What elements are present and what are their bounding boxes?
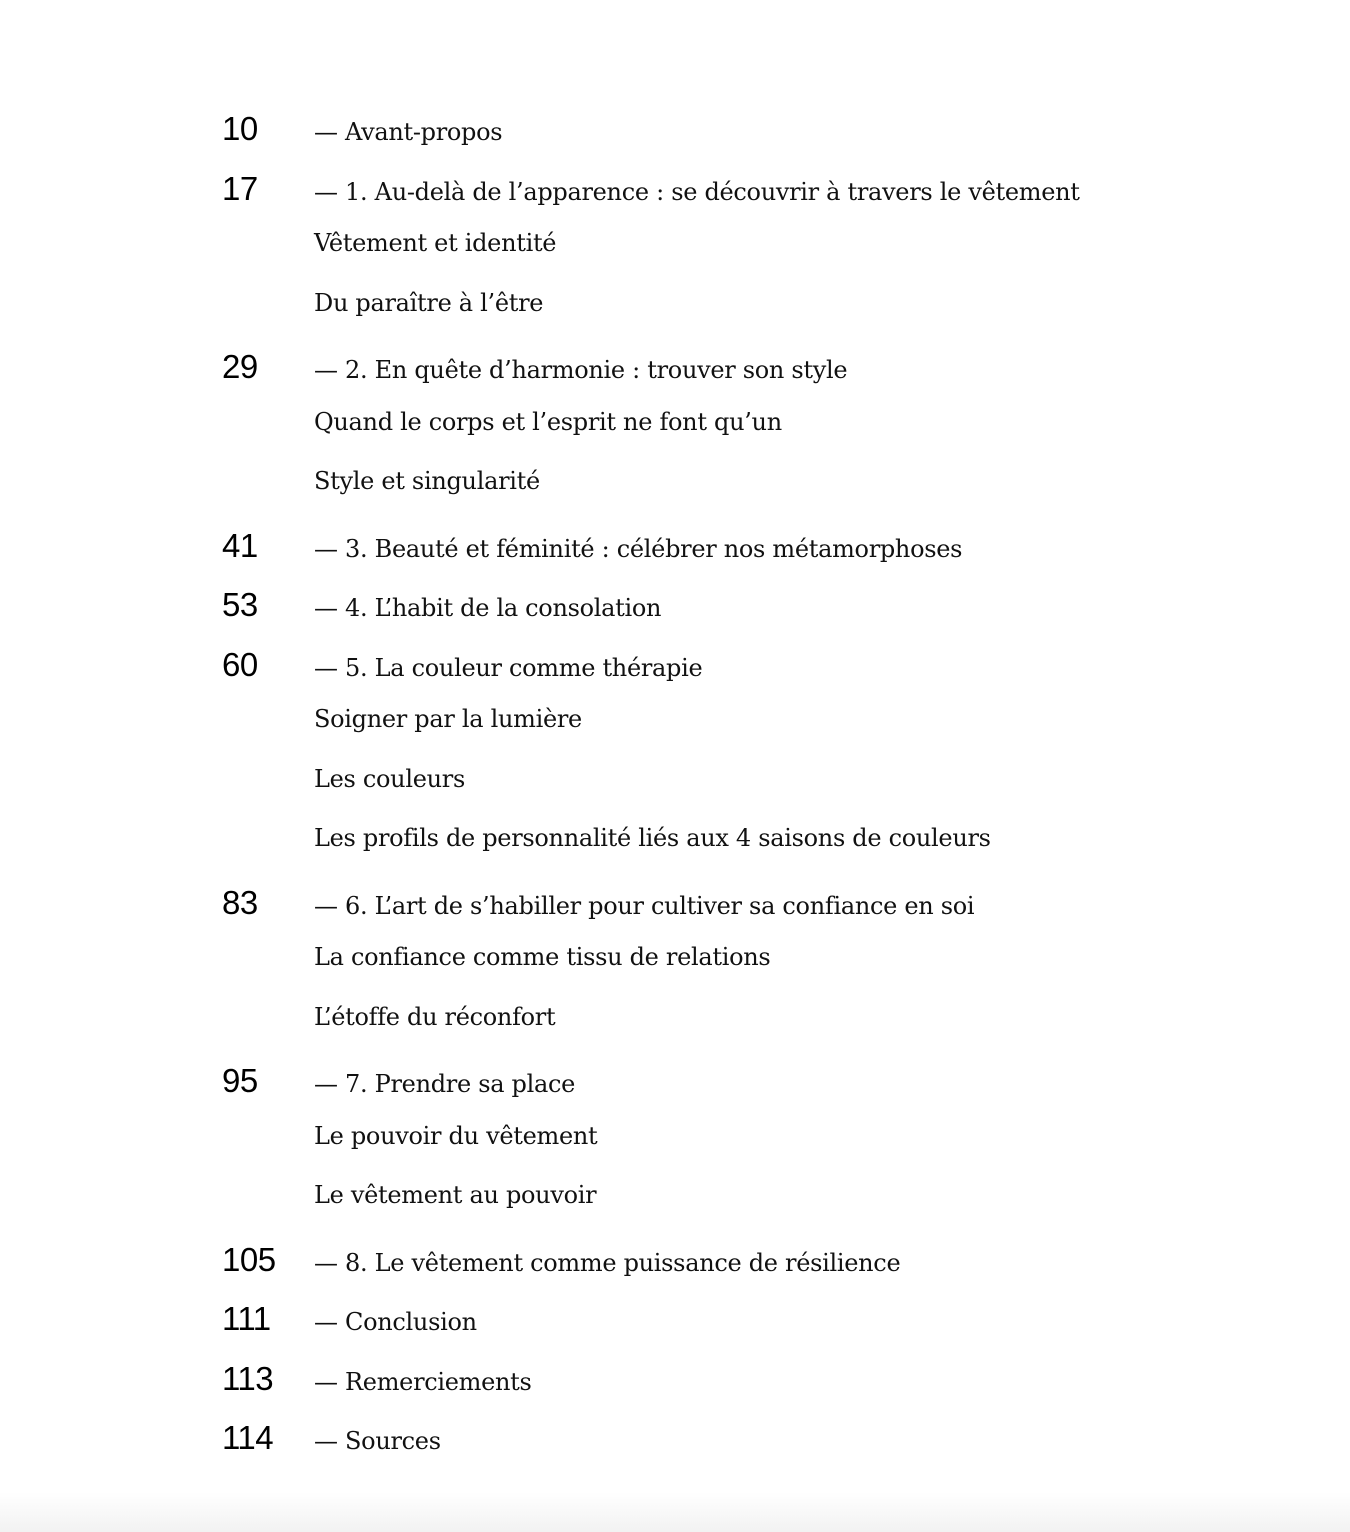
toc-subentry bbox=[222, 1122, 1222, 1182]
toc-subentry bbox=[222, 229, 1222, 289]
toc-subentry bbox=[222, 765, 1222, 825]
entry-title: — 6. L’art de s’habiller pour cultiver sa confiance en soi bbox=[314, 891, 975, 920]
entry-title: — 1. Au-delà de l’apparence : se découvrir à travers le vêtement bbox=[314, 177, 1080, 206]
entry-title: — 4. L’habit de la consolation bbox=[314, 594, 662, 622]
toc-entry bbox=[222, 586, 1222, 646]
toc-entry bbox=[222, 1360, 1222, 1420]
toc-entry bbox=[222, 110, 1222, 170]
toc-entry bbox=[222, 646, 1222, 706]
entry-title: — 7. Prendre sa place bbox=[314, 1070, 576, 1098]
page-number: 83 bbox=[222, 883, 258, 921]
entry-title: Quand le corps et l’esprit ne font qu’un bbox=[314, 407, 782, 436]
entry-title: Le vêtement au pouvoir bbox=[314, 1181, 597, 1209]
toc-entry bbox=[222, 1419, 1222, 1479]
toc-subentry bbox=[222, 408, 1222, 468]
page-bottom-shadow bbox=[0, 1492, 1350, 1532]
toc-subentry bbox=[222, 1003, 1222, 1063]
toc-entry bbox=[222, 1241, 1222, 1301]
toc-entry bbox=[222, 884, 1222, 944]
page-number: 60 bbox=[222, 645, 258, 683]
page-number: 111 bbox=[222, 1300, 271, 1337]
table-of-contents bbox=[222, 110, 1222, 1479]
toc-entry bbox=[222, 1300, 1222, 1360]
entry-title: Style et singularité bbox=[314, 467, 540, 495]
entry-title: — Remerciements bbox=[314, 1367, 532, 1396]
page-number: 95 bbox=[222, 1062, 258, 1099]
toc-entry bbox=[222, 170, 1222, 230]
page-number: 29 bbox=[222, 348, 258, 385]
entry-title: Le pouvoir du vêtement bbox=[314, 1121, 598, 1150]
entry-title: — Conclusion bbox=[314, 1308, 477, 1336]
page-number: 113 bbox=[222, 1359, 274, 1397]
toc-entry bbox=[222, 1062, 1222, 1122]
toc-subentry bbox=[222, 289, 1222, 349]
page-number: 105 bbox=[222, 1240, 276, 1278]
page-number: 53 bbox=[222, 586, 258, 623]
entry-title: Vêtement et identité bbox=[314, 229, 557, 257]
entry-title: — 8. Le vêtement comme puissance de résilience bbox=[314, 1248, 901, 1277]
entry-title: — 5. La couleur comme thérapie bbox=[314, 653, 703, 682]
entry-title: Les couleurs bbox=[314, 764, 465, 793]
entry-title: Les profils de personnalité liés aux 4 saisons de couleurs bbox=[314, 824, 991, 852]
toc-subentry bbox=[222, 467, 1222, 527]
entry-title: Soigner par la lumière bbox=[314, 705, 582, 733]
entry-title: — 3. Beauté et féminité : célébrer nos métamorphoses bbox=[314, 534, 963, 563]
page-number: 17 bbox=[222, 169, 258, 207]
entry-title: — Sources bbox=[314, 1427, 441, 1455]
entry-title: L’étoffe du réconfort bbox=[314, 1002, 556, 1031]
toc-entry bbox=[222, 527, 1222, 587]
page-number: 10 bbox=[222, 110, 258, 147]
entry-title: Du paraître à l’être bbox=[314, 288, 544, 317]
entry-title: — 2. En quête d’harmonie : trouver son style bbox=[314, 356, 848, 384]
toc-entry bbox=[222, 348, 1222, 408]
toc-subentry bbox=[222, 705, 1222, 765]
toc-subentry bbox=[222, 1181, 1222, 1241]
entry-title: La confiance comme tissu de relations bbox=[314, 943, 771, 971]
entry-title: — Avant-propos bbox=[314, 118, 503, 146]
toc-subentry bbox=[222, 943, 1222, 1003]
toc-subentry bbox=[222, 824, 1222, 884]
page-number: 41 bbox=[222, 526, 258, 564]
page-number: 114 bbox=[222, 1419, 274, 1456]
